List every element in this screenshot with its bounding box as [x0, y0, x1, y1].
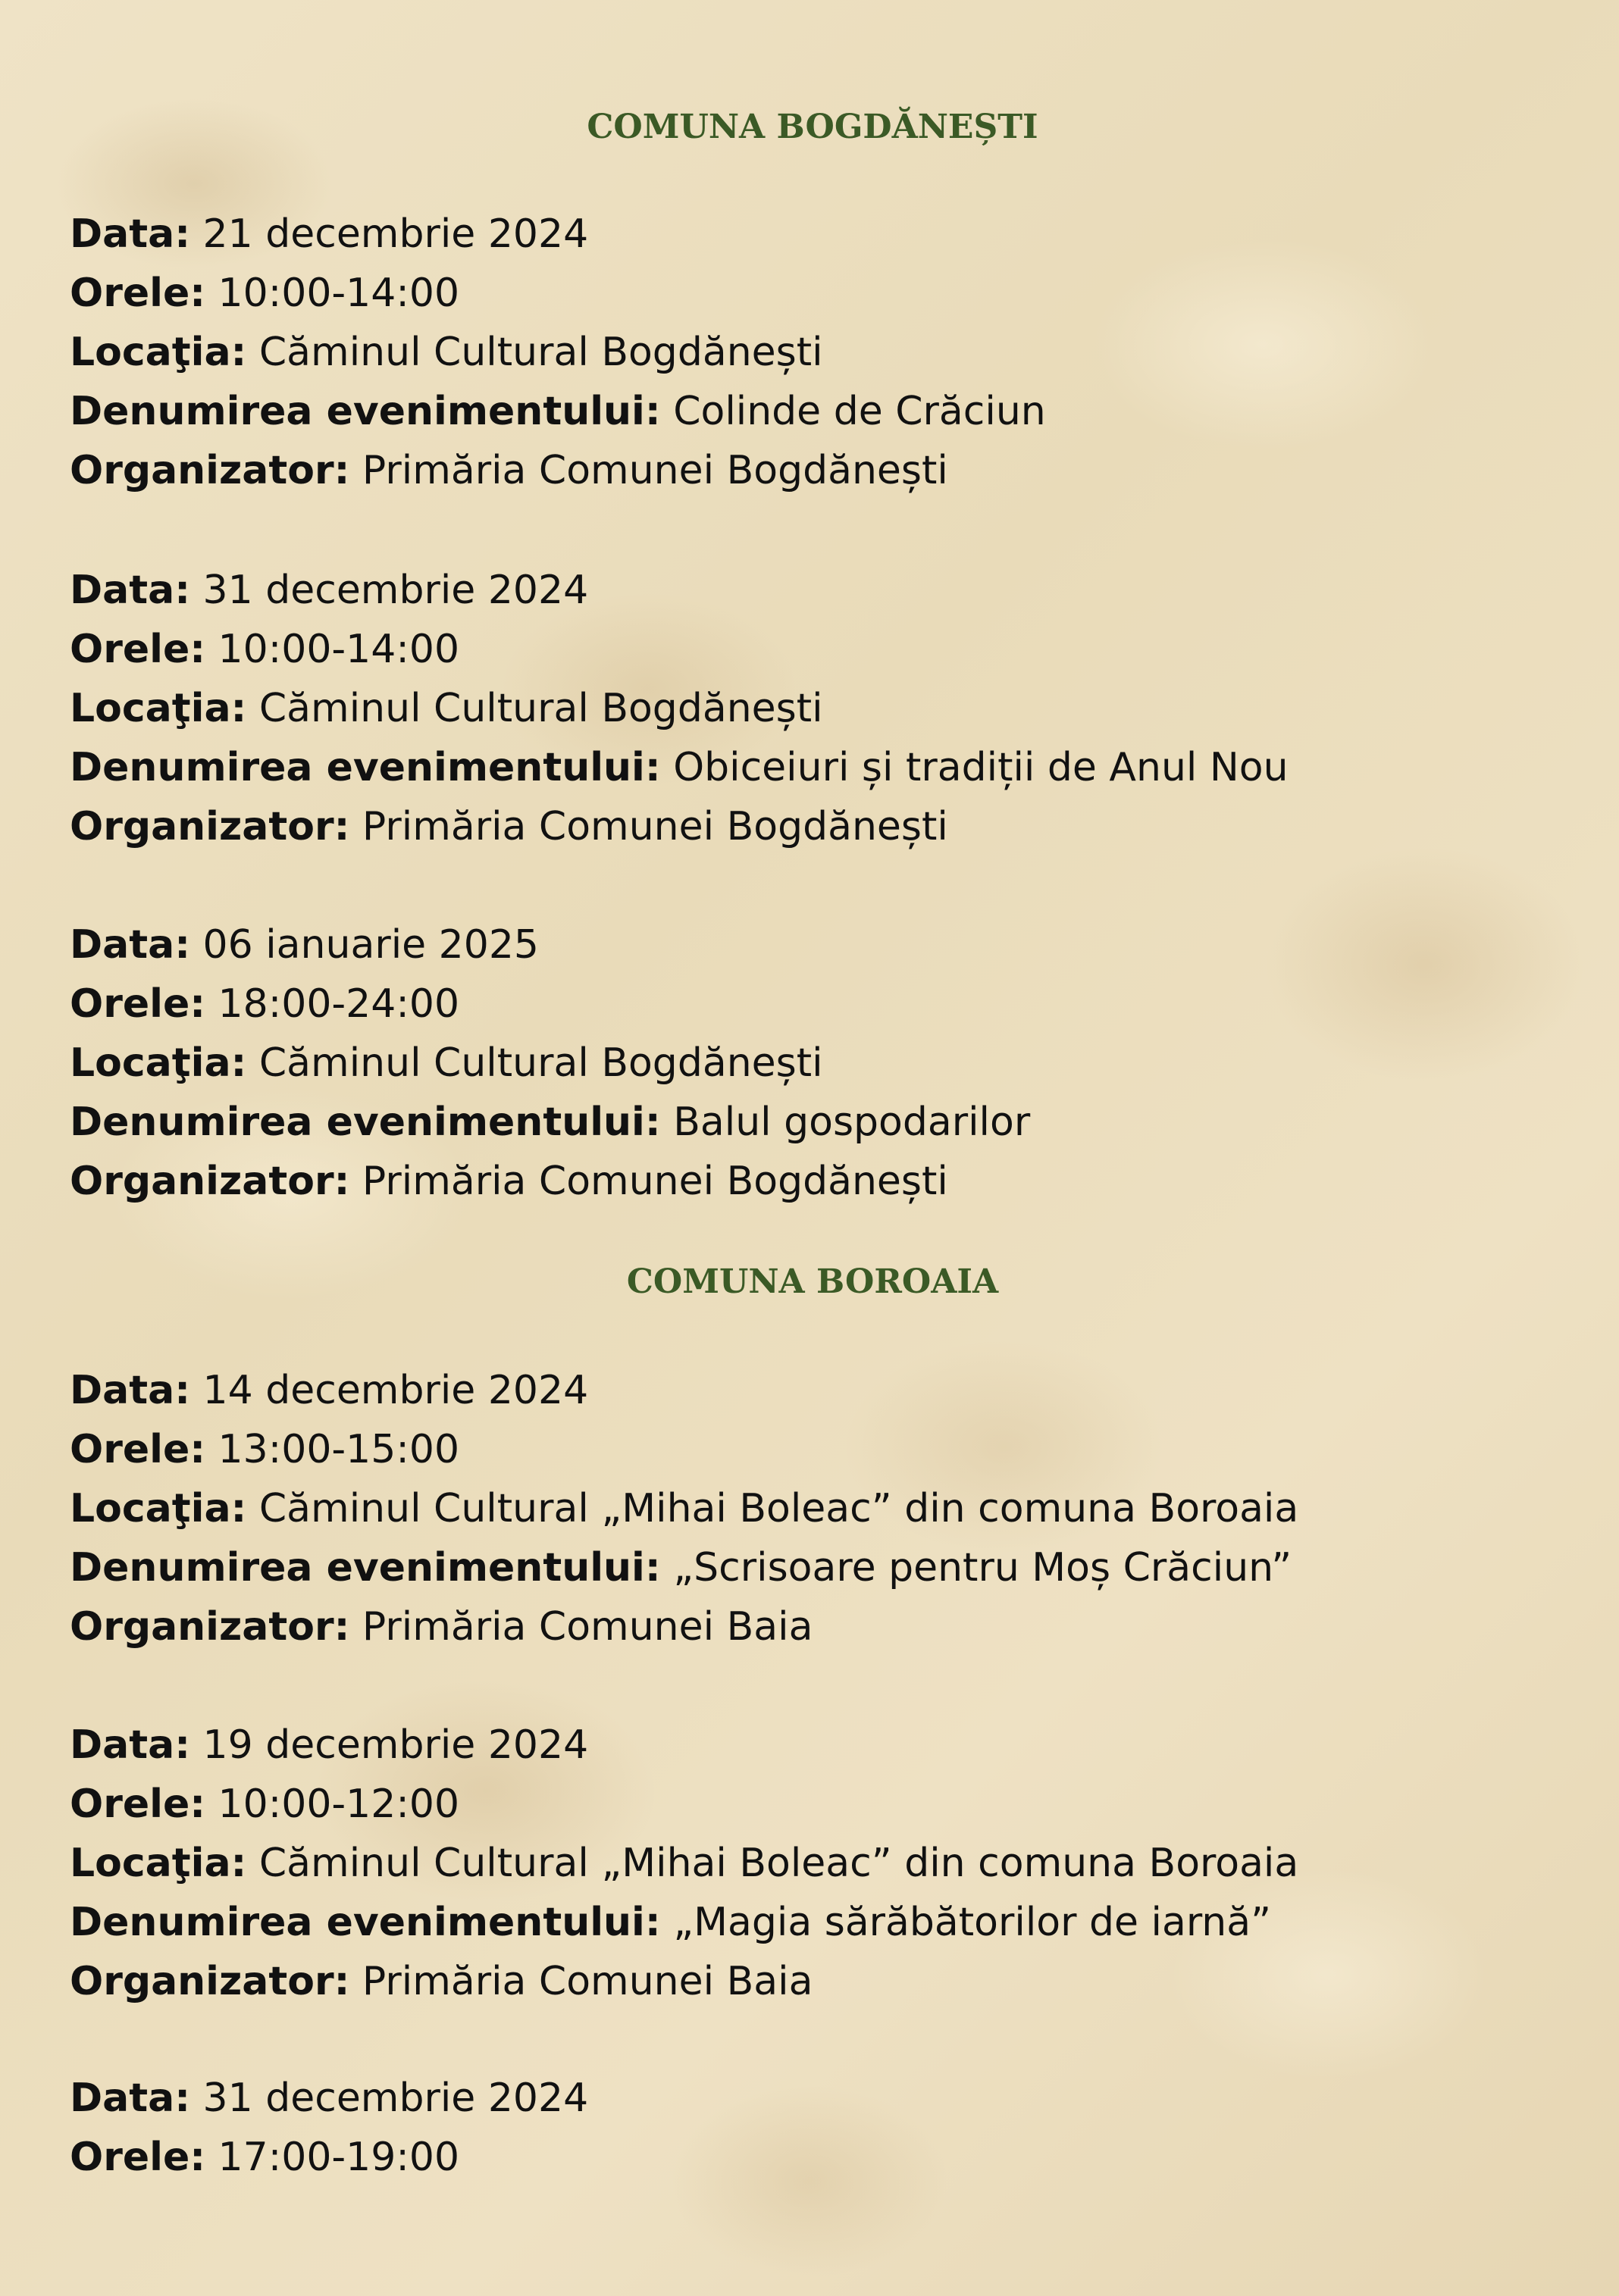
event-organizer: Organizator: Primăria Comunei Bogdănești	[70, 448, 948, 493]
event-block	[70, 561, 1289, 856]
event-hours: Orele: 13:00-15:00	[70, 1427, 460, 1472]
event-name: Denumirea evenimentului: Obiceiuri și tradiții de Anul Nou	[70, 745, 1289, 790]
event-date: Data: 19 decembrie 2024	[70, 1722, 589, 1768]
event-block	[70, 1361, 1298, 1656]
section-title-bogdanesti: COMUNA BOGDĂNEȘTI	[587, 108, 1038, 146]
event-location: Locaţia: Căminul Cultural Bogdănești	[70, 330, 823, 375]
event-organizer: Organizator: Primăria Comunei Baia	[70, 1959, 813, 2004]
event-date: Data: 21 decembrie 2024	[70, 211, 589, 257]
event-hours: Orele: 10:00-12:00	[70, 1781, 460, 1827]
event-location: Locaţia: Căminul Cultural Bogdănești	[70, 686, 823, 731]
event-date: Data: 31 decembrie 2024	[70, 2075, 589, 2121]
event-name: Denumirea evenimentului: „Scrisoare pentru Moș Crăciun”	[70, 1545, 1292, 1591]
event-block	[70, 915, 1030, 1211]
event-organizer: Organizator: Primăria Comunei Baia	[70, 1604, 813, 1650]
event-organizer: Organizator: Primăria Comunei Bogdănești	[70, 804, 948, 849]
event-date: Data: 06 ianuarie 2025	[70, 922, 540, 968]
event-date: Data: 31 decembrie 2024	[70, 568, 589, 613]
event-name: Denumirea evenimentului: „Magia sărăbătorilor de iarnă”	[70, 1900, 1272, 1945]
event-location: Locaţia: Căminul Cultural Bogdănești	[70, 1040, 823, 1086]
section-title-boroaia: COMUNA BOROAIA	[626, 1262, 999, 1301]
event-location: Locaţia: Căminul Cultural „Mihai Boleac” din comuna Boroaia	[70, 1486, 1299, 1531]
event-hours: Orele: 18:00-24:00	[70, 981, 460, 1027]
event-date: Data: 14 decembrie 2024	[70, 1368, 589, 1413]
event-hours: Orele: 17:00-19:00	[70, 2135, 460, 2180]
event-block	[70, 1716, 1298, 2011]
event-hours: Orele: 10:00-14:00	[70, 627, 460, 672]
event-hours: Orele: 10:00-14:00	[70, 271, 460, 316]
event-organizer: Organizator: Primăria Comunei Bogdănești	[70, 1159, 948, 1204]
event-location: Locaţia: Căminul Cultural „Mihai Boleac” din comuna Boroaia	[70, 1841, 1299, 1886]
event-block	[70, 2069, 588, 2187]
event-name: Denumirea evenimentului: Balul gospodarilor	[70, 1100, 1031, 1145]
event-block	[70, 205, 1046, 500]
event-name: Denumirea evenimentului: Colinde de Crăciun	[70, 389, 1046, 434]
